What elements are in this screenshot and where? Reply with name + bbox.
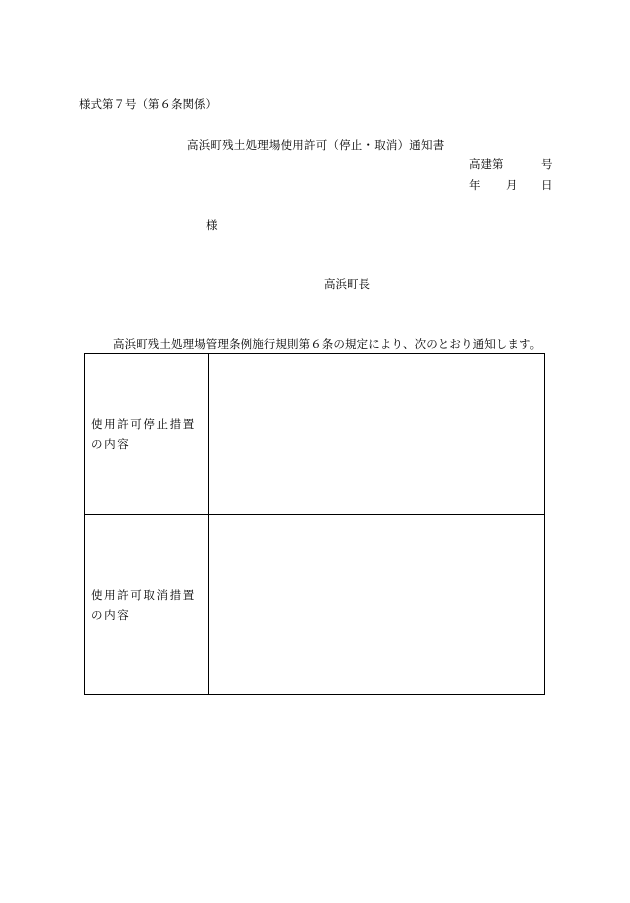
suspension-label-line1: 使用許可停止措置 [91,417,196,431]
table-row-cancellation [85,515,545,695]
date-month-label: 月 [506,178,518,192]
cancellation-label-line2: の内容 [91,607,131,622]
suspension-label-line2: の内容 [91,437,131,451]
notice-content-table [84,353,545,695]
cancellation-label-cell [85,515,209,695]
cancellation-label-line1: 使用許可取消措置 [91,587,196,602]
suspension-label-cell [85,354,209,515]
document-title: 高浜町残土処理場使用許可（停止・取消）通知書 [187,138,445,152]
recipient-honorific: 様 [206,218,218,232]
table-row-suspension [85,354,545,515]
reference-number-suffix: 号 [541,157,553,171]
cancellation-content-cell[interactable] [209,515,545,695]
date-year-label: 年 [469,178,481,192]
form-number: 様式第７号（第６条関係） [79,97,217,111]
issuer-title: 高浜町長 [324,277,370,291]
notice-body-text: 高浜町残土処理場管理条例施行規則第６条の規定により、次のとおり通知します。 [113,337,542,351]
suspension-content-cell[interactable] [209,354,545,515]
reference-number-prefix: 高建第 [469,157,504,171]
date-day-label: 日 [541,178,553,192]
